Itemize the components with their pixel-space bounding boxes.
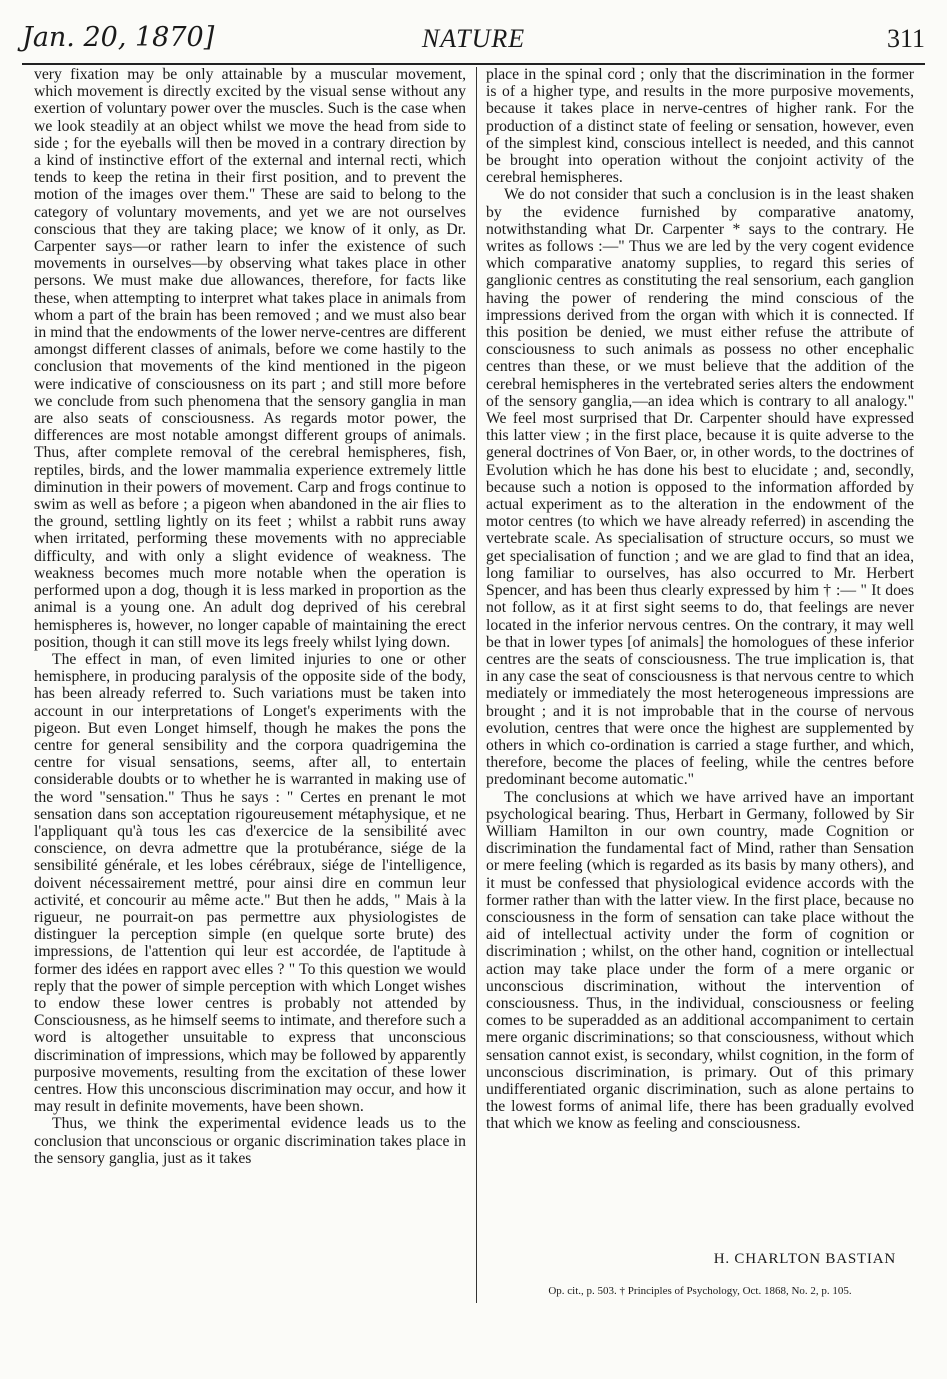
right-paragraph-1: place in the spinal cord ; only that the discrimination in the former is of a higher type, and results in the more purposive movements, because it takes place in nerve-centres of higher rank. For the production of a distinct state of feeling or sensation, however, even of the simplest kind, conscious intellect is needed, and this cannot be brought into operation without the conjoint activity of the cerebral hemispheres.	[486, 66, 914, 187]
footnotes: Op. cit., p. 503. † Principles of Psychology, Oct. 1868, No. 2, p. 105.	[548, 1285, 852, 1297]
header-rule	[22, 63, 925, 65]
right-paragraph-2: We do not consider that such a conclusion is in the least shaken by the evidence furnished by comparative anatomy, notwithstanding what Dr. Carpenter * says to the contrary. He writes as follows :—" Thus we are led by the very cogent evidence which comparative anatomy supplies, to regard this series of ganglionic centres as constituting the real sensorium, each ganglion having the power of rendering the mind conscious of the impressions derived from the organ with which it is connected. If this position be denied, we must either refuse the attribute of consciousness to such animals as possess no other encephalic centres than these, or we must believe that the addition of the cerebral hemispheres in the vertebrated series alters the endowment of the sensory ganglia,—an idea which is contrary to all analogy." We feel most surprised that Dr. Carpenter should have expressed this latter view ; in the first place, because it is quite adverse to the general doctrines of Von Baer, or, in other words, to the doctrines of Evolution which he has done his best to elucidate ; and, secondly, because such a notion is opposed to the information afforded by actual experiment as to the alteration in the endowment of the motor centres (to which we have already referred) in ascending the vertebrate scale. As specialisation of structure occurs, so must we get specialisation of function ; and we are glad to find that an idea, long familiar to ourselves, has also occurred to Mr. Herbert Spencer, and has been thus clearly expressed by him † :— " It does not follow, as it at first sight seems to do, that feelings are never located in the inferior nervous centres. On the contrary, it may well be that in lower types [of animals] the homologues of these inferior centres are the seats of consciousness. The true implication is, that in any case the seat of consciousness is that nervous centre to which mediately or immediately the most heterogeneous impressions are brought ; and it is not improbable that in the course of nervous evolution, centres that were once the highest are supplemented by others in which co-ordination is carried a stage further, and which, therefore, become the places of feeling, while the centres before predominant become automatic."	[486, 186, 914, 789]
left-paragraph-3: Thus, we think the experimental evidence leads us to the conclusion that unconscious or organic discrimination takes place in the sensory ganglia, just as it takes	[34, 1115, 466, 1167]
left-paragraph-1: very fixation may be only attainable by a muscular movement, which movement is directly excited by the visual sense without any exertion of voluntary power over the muscles. Such is the case when we look steadily at an object whilst we move the head from side to side ; for the eyeballs will then be moved in a contrary direction by a kind of instinctive effort of the external and internal recti, which tends to keep the retina in their first position, and to prevent the motion of the images over them." These are said to belong to the category of voluntary movements, and yet we are not ourselves conscious that they are taking place; we know of it only, as Dr. Carpenter says—or rather learn to infer the existence of such movements in ourselves—by observing what takes place in other persons. We must make due allowances, therefore, for facts like these, when attempting to interpret what takes place in animals from whom a part of the brain has been removed ; and we must also bear in mind that the endowments of the lower nerve-centres are different amongst different classes of animals, before we come hastily to the conclusion that movements of the kind mentioned in the pigeon were indicative of consciousness on its part ; and still more before we conclude from such phenomena that the sensory ganglia in man are also seats of consciousness. As regards motor power, the differences are most notable amongst different groups of animals. Thus, after complete removal of the cerebral hemispheres, fish, reptiles, birds, and the lower mammalia experience extremely little diminution in their powers of movement. Carp and frogs continue to swim as well as before ; a pigeon when abandoned in the air flies to the ground, settling lightly on its feet ; whilst a rabbit runs away when irritated, performing these movements with no appreciable difficulty, and with only a slight evidence of weakness. The weakness becomes much more notable when the operation is performed upon a dog, though it is less marked in proportion as the animal is a young one. An adult dog deprived of his cerebral hemispheres is, however, no longer capable of maintaining the erect position, though it can still move its legs freely whilst lying down.	[34, 66, 466, 651]
right-column	[486, 66, 914, 1133]
left-column	[34, 66, 466, 1167]
journal-title: NATURE	[421, 24, 526, 53]
page-header	[22, 22, 925, 58]
right-paragraph-3: The conclusions at which we have arrived have an important psychological bearing. Thus, Herbart in Germany, followed by Sir William Hamilton in our own country, made Cognition or discrimination the fundamental fact of Mind, rather than Sensation or mere feeling (which is regarded as its basis by many others), and it must be confessed that physiological evidence accords with the former rather than with the latter view. In the first place, because no consciousness in the form of sensation can take place without the aid of intellectual activity under the form of cognition or discrimination ; whilst, on the other hand, cognition or intellectual action may take place under the form of a mere organic or unconscious discrimination, without the intervention of consciousness. Thus, in the individual, consciousness or feeling comes to be superadded as an additional accompaniment to certain mere organic discriminations; so that consciousness, without which sensation cannot exist, is secondary, whilst cognition, in the form of unconscious discrimination, is primary. Out of this primary undifferentiated organic discrimination, such as alone pertains to the lowest forms of animal life, there has been gradually evolved that which we know as feeling and consciousness.	[486, 788, 914, 1133]
page-number: 311	[886, 24, 925, 53]
left-paragraph-2: The effect in man, of even limited injuries to one or other hemisphere, in producing paralysis of the opposite side of the body, has been already referred to. Such variations must be taken into account in our interpretations of Longet's experiments with the pigeon. But even Longet himself, though he makes the pons the centre for general sensibility and the corpora quadrigemina the centre for visual sensations, seems, after all, to entertain considerable doubts or to whether he is warranted in making use of the word "sensation." Thus he says : " Certes en prenant le mot sensation dans son acceptation rigoureusement métaphysique, et ne l'appliquant qu'à tous les cas d'exercice de la sensibilité avec conscience, on devra admettre que la protubérance, siége de la sensibilité générale, et les lobes cérébraux, siége de l'intelligence, doivent nécessairement mettré, pour ainsi dire en commun leur activité, et concourir au même acte." But then he adds, " Mais à la rigueur, ne pourrait-on pas permettre aux physiologistes de distinguer la perception simple (en quelque sorte brute) des impressions, de l'attention qui leur est accordée, de l'aptitude à former des idées en rapport avec elles ? " To this question we would reply that the power of simple perception with which Longet wishes to endow these lower centres is probably not attended by Consciousness, as he himself seems to intimate, and therefore such a word is altogether unsuitable to express that unconscious discrimination of impressions, which may be followed by apparently purposive movements, resulting from the excitation of these lower centres. How this unconscious discrimination may occur, and how it may result in definite movements, have been shown.	[34, 650, 466, 1116]
author-signature: H. CHARLTON BASTIAN	[713, 1251, 896, 1267]
issue-date: Jan. 20, 1870]	[22, 22, 215, 53]
column-divider	[476, 67, 477, 1303]
